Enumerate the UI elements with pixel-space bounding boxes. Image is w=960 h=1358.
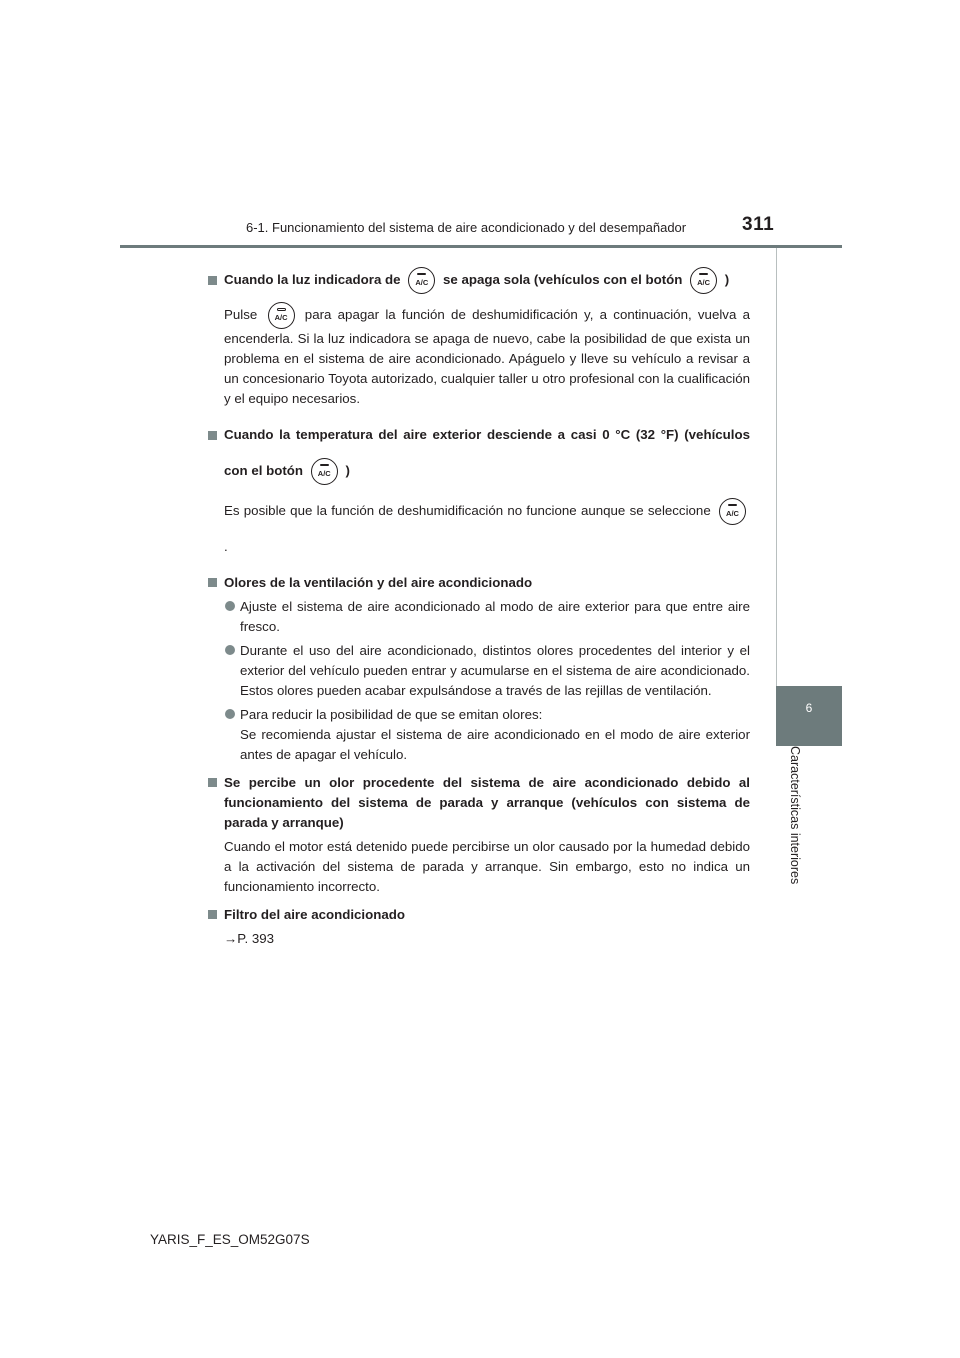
square-bullet-icon xyxy=(208,431,217,440)
section-heading: Se percibe un olor procedente del sistema de aire acondicionado debido al funcionamiento del sistema de parada y arranque (vehículos con sistema de parada y arranque) xyxy=(208,773,750,833)
round-bullet-icon xyxy=(225,709,235,719)
header-rule xyxy=(120,245,842,248)
square-bullet-icon xyxy=(208,910,217,919)
section-low-temperature xyxy=(208,417,750,565)
section-heading: Filtro del aire acondicionado xyxy=(208,905,750,925)
ac-button-icon: A/C xyxy=(311,458,338,485)
section-heading: Cuando la luz indicadora de A/C se apaga sola (vehículos con el botón A/C ) xyxy=(208,262,750,298)
section-heading: Cuando la temperatura del aire exterior desciende a casi 0 °C (32 °F) (vehículos con el botón A/C ) xyxy=(208,417,750,489)
section-indicator-light xyxy=(208,262,750,409)
chapter-side-label xyxy=(776,746,810,902)
section-odors xyxy=(208,573,750,765)
page-reference: →P. 393 xyxy=(224,931,275,946)
square-bullet-icon xyxy=(208,276,217,285)
page-number: 311 xyxy=(742,214,775,235)
section-heading: Olores de la ventilación y del aire acondicionado xyxy=(208,573,750,593)
header-section-title: 6-1. Funcionamiento del sistema de aire acondicionado y del desempañador xyxy=(246,220,687,235)
square-bullet-icon xyxy=(208,778,217,787)
chapter-tab: 6 xyxy=(776,686,842,746)
section-body: Cuando el motor está detenido puede percibirse un olor causado por la humedad debido a la activación del sistema de parada y arranque. Sin embargo, esto no indica un funcionamiento incorrecto. xyxy=(224,839,750,894)
section-ac-filter xyxy=(208,905,750,949)
square-bullet-icon xyxy=(208,578,217,587)
chapter-title: Características interiores xyxy=(788,746,802,885)
side-rule xyxy=(776,248,842,686)
ac-button-icon: A/C xyxy=(719,498,746,525)
list-item: Para reducir la posibilidad de que se emitan olores: Se recomienda ajustar el sistema de aire acondicionado en el modo de aire exterior antes de apagar el vehículo. xyxy=(208,705,750,765)
list-item: Durante el uso del aire acondicionado, distintos olores procedentes del interior y el exterior del vehículo pueden entrar y acumularse en el sistema de aire acondicionado. Estos olores pueden acabar expulsándose a través de las rejillas de ventilación. xyxy=(208,641,750,701)
ac-button-icon: A/C xyxy=(408,267,435,294)
main-content xyxy=(208,262,750,957)
list-item: Ajuste el sistema de aire acondicionado al modo de aire exterior para que entre aire fresco. xyxy=(208,597,750,637)
ac-button-icon: A/C xyxy=(268,302,295,329)
document-code: YARIS_F_ES_OM52G07S xyxy=(150,1232,310,1247)
section-body: Pulse A/C para apagar la función de deshumidificación y, a continuación, vuelva a encenderla. Si la luz indicadora se apaga de nuevo, cabe la posibilidad de que exista un problema en el sistema de aire acondicionado. Apáguelo y lleve su vehículo a revisar a un concesionario Toyota autorizado, cualquier taller u otro profesional con la cualificación y el equipo necesarios. xyxy=(208,302,750,409)
ac-button-icon: A/C xyxy=(690,267,717,294)
section-stop-start-odor xyxy=(208,773,750,897)
round-bullet-icon xyxy=(225,645,235,655)
round-bullet-icon xyxy=(225,601,235,611)
section-body: Es posible que la función de deshumidificación no funcione aunque se seleccione A/C . xyxy=(208,493,750,565)
